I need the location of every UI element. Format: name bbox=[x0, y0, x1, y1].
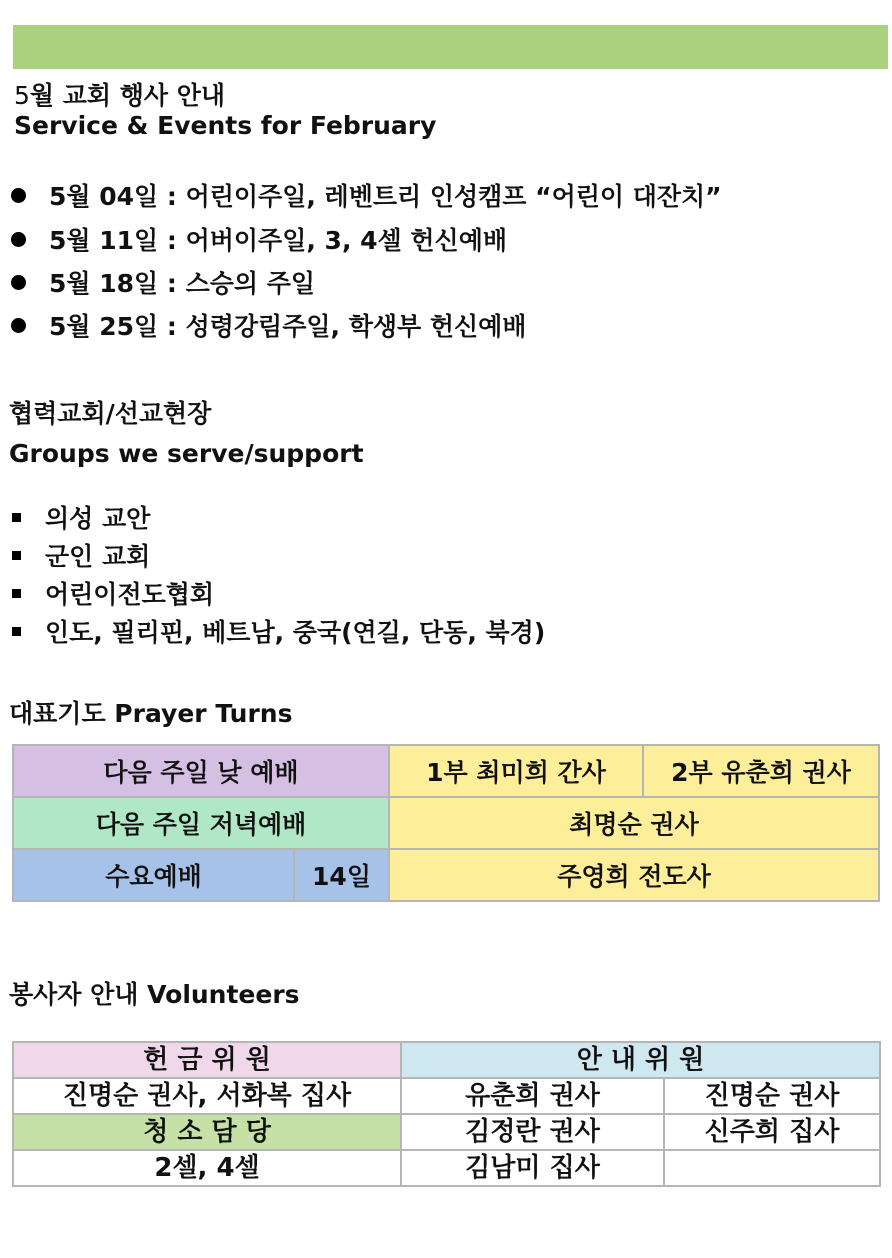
table-row bbox=[13, 797, 879, 849]
page-title-english: Service & Events for February bbox=[14, 111, 437, 140]
bullet-square-icon bbox=[12, 513, 21, 522]
bullet-dot-icon bbox=[11, 232, 26, 247]
usher-cell: 진명순 권사 bbox=[664, 1078, 880, 1114]
usher-cell: 김정란 권사 bbox=[401, 1114, 664, 1150]
prayer-label-cell: 수요예배 bbox=[13, 849, 294, 901]
bullet-dot-icon bbox=[11, 275, 26, 290]
header-bar bbox=[13, 25, 888, 69]
bullet-dot-icon bbox=[11, 318, 26, 333]
prayer-title: 대표기도 Prayer Turns bbox=[9, 699, 293, 728]
table-row bbox=[13, 1114, 880, 1150]
event-label: 5월 18일 : 스승의 주일 bbox=[49, 269, 316, 298]
usher-cell bbox=[664, 1150, 880, 1186]
offering-header-cell: 헌 금 위 원 bbox=[13, 1042, 401, 1078]
table-row bbox=[13, 1150, 880, 1186]
cleaning-header-cell: 청 소 담 당 bbox=[13, 1114, 401, 1150]
volunteers-title: 봉사자 안내 Volunteers bbox=[9, 980, 300, 1009]
usher-cell: 신주희 집사 bbox=[664, 1114, 880, 1150]
volunteers-table bbox=[12, 1041, 881, 1187]
bullet-dot-icon bbox=[11, 188, 26, 203]
title-text: 월 교회 행사 안내 bbox=[29, 81, 226, 110]
prayer-label-cell: 다음 주일 낮 예배 bbox=[13, 745, 389, 797]
offering-people-cell: 진명순 권사, 서화복 집사 bbox=[13, 1078, 401, 1114]
prayer-person-cell: 최명순 권사 bbox=[389, 797, 879, 849]
bullet-square-icon bbox=[12, 551, 21, 560]
event-label: 5월 04일 : 어린이주일, 레벤트리 인성캠프 “어린이 대잔치” bbox=[49, 182, 722, 211]
table-row bbox=[13, 1078, 880, 1114]
prayer-person-cell: 2부 유춘희 권사 bbox=[643, 745, 879, 797]
event-label: 5월 25일 : 성령강림주일, 학생부 헌신예배 bbox=[49, 312, 527, 341]
groups-title-english: Groups we serve/support bbox=[9, 439, 364, 468]
title-number: 5 bbox=[14, 81, 30, 110]
groups-title-korean: 협력교회/선교현장 bbox=[9, 399, 212, 428]
usher-cell: 김남미 집사 bbox=[401, 1150, 664, 1186]
group-label: 의성 교안 bbox=[45, 504, 151, 533]
bullet-square-icon bbox=[12, 627, 21, 636]
bullet-square-icon bbox=[12, 589, 21, 598]
prayer-table bbox=[12, 744, 880, 902]
cleaning-cells-cell: 2셀, 4셀 bbox=[13, 1150, 401, 1186]
event-label: 5월 11일 : 어버이주일, 3, 4셀 헌신예배 bbox=[49, 226, 507, 255]
prayer-date-cell: 14일 bbox=[294, 849, 389, 901]
group-label: 군인 교회 bbox=[45, 542, 151, 571]
group-label: 어린이전도협회 bbox=[45, 580, 215, 609]
group-label: 인도, 필리핀, 베트남, 중국(연길, 단동, 북경) bbox=[45, 618, 546, 647]
table-row bbox=[13, 745, 879, 797]
prayer-label-cell: 다음 주일 저녁예배 bbox=[13, 797, 389, 849]
prayer-person-cell: 주영희 전도사 bbox=[389, 849, 879, 901]
table-row bbox=[13, 849, 879, 901]
prayer-person-cell: 1부 최미희 간사 bbox=[389, 745, 643, 797]
page-title-korean bbox=[14, 76, 225, 112]
usher-cell: 유춘희 권사 bbox=[401, 1078, 664, 1114]
table-row bbox=[13, 1042, 880, 1078]
usher-header-cell: 안 내 위 원 bbox=[401, 1042, 880, 1078]
